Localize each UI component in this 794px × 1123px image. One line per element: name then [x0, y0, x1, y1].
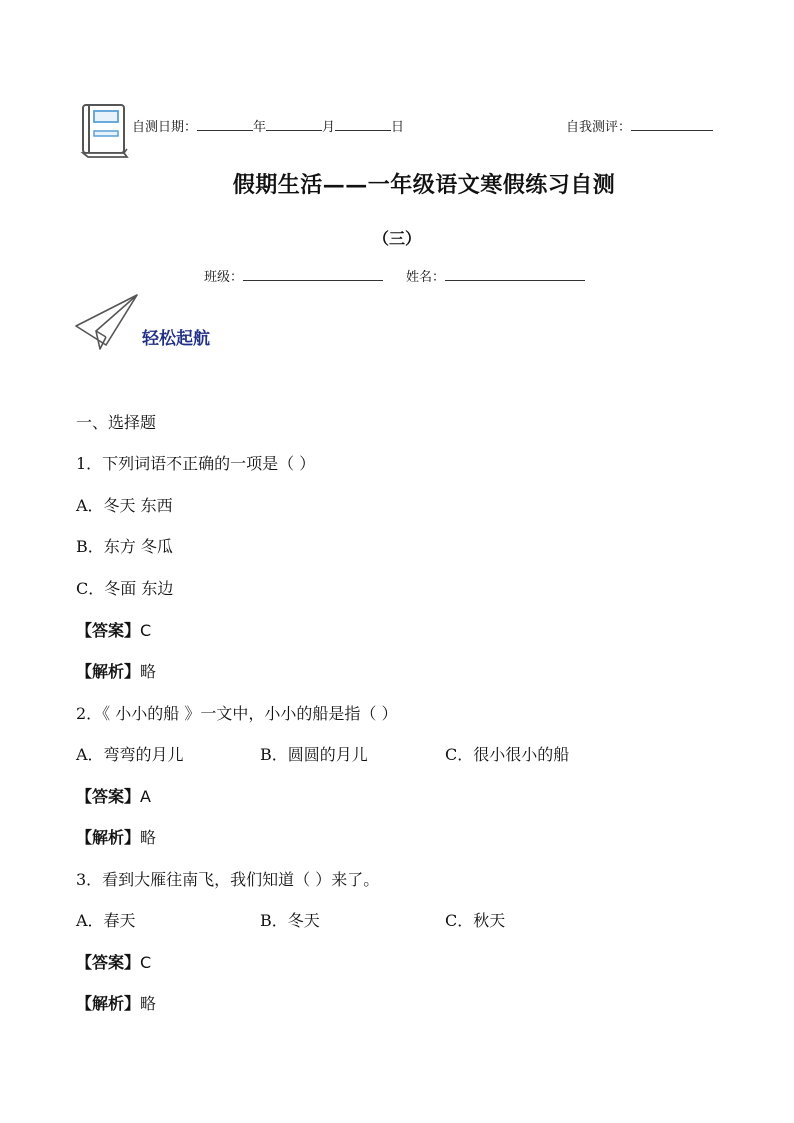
class-field — [204, 266, 383, 285]
page-title: 假期生活——一年级语文寒假练习自测 — [232, 172, 616, 198]
name-field — [406, 266, 585, 285]
page-subtitle: （三） — [372, 229, 421, 248]
self-eval-blank[interactable] — [631, 117, 713, 131]
section-title: 一、选择题 — [76, 413, 157, 432]
option-a: A．春天 — [76, 911, 136, 930]
year-label: 年 — [253, 120, 267, 135]
question-stem: 1．下列词语不正确的一项是（ ） — [76, 454, 316, 473]
option-b: B．圆圆的月儿 — [260, 745, 368, 764]
class-blank[interactable] — [243, 267, 383, 281]
self-test-date — [132, 116, 404, 135]
analysis-tag: 【解析】 — [76, 994, 141, 1013]
option-a: A．冬天 东西 — [76, 496, 173, 515]
option-b: B．东方 冬瓜 — [76, 537, 173, 556]
analysis-line — [76, 825, 156, 848]
answer-tag: 【答案】 — [76, 621, 141, 640]
question-stem: 2．《 小小的船 》一文中，小小的船是指（ ） — [76, 704, 398, 723]
day-blank[interactable] — [335, 117, 391, 131]
question-stem: 3．看到大雁往南飞，我们知道（ ）来了。 — [76, 870, 380, 889]
book-icon — [80, 103, 130, 163]
answer-value: A — [140, 787, 151, 806]
name-blank[interactable] — [445, 267, 585, 281]
section-banner: 轻松起航 — [142, 329, 210, 349]
self-eval-label: 自我测评： — [566, 120, 632, 135]
answer-tag: 【答案】 — [76, 953, 141, 972]
analysis-value: 略 — [140, 662, 157, 681]
analysis-tag: 【解析】 — [76, 828, 141, 847]
analysis-value: 略 — [140, 994, 157, 1013]
answer-line — [76, 950, 151, 973]
day-label: 日 — [391, 120, 405, 135]
month-label: 月 — [322, 120, 336, 135]
answer-value: C — [140, 953, 152, 972]
option-c: C．秋天 — [445, 911, 506, 930]
analysis-tag: 【解析】 — [76, 662, 141, 681]
paper-plane-icon — [74, 293, 140, 355]
option-c: C．很小很小的船 — [445, 745, 570, 764]
analysis-value: 略 — [140, 828, 157, 847]
answer-value: C — [140, 621, 152, 640]
answer-tag: 【答案】 — [76, 787, 141, 806]
month-blank[interactable] — [266, 117, 322, 131]
option-c: C．冬面 东边 — [76, 579, 174, 598]
answer-line — [76, 618, 151, 641]
analysis-line — [76, 659, 156, 682]
year-blank[interactable] — [197, 117, 253, 131]
self-test-date-label: 自测日期： — [132, 120, 198, 135]
option-a: A．弯弯的月儿 — [76, 745, 184, 764]
self-evaluation — [566, 116, 713, 135]
name-label: 姓名： — [406, 270, 446, 285]
answer-line — [76, 784, 151, 807]
class-label: 班级： — [204, 270, 244, 285]
analysis-line — [76, 991, 156, 1014]
option-b: B．冬天 — [260, 911, 320, 930]
